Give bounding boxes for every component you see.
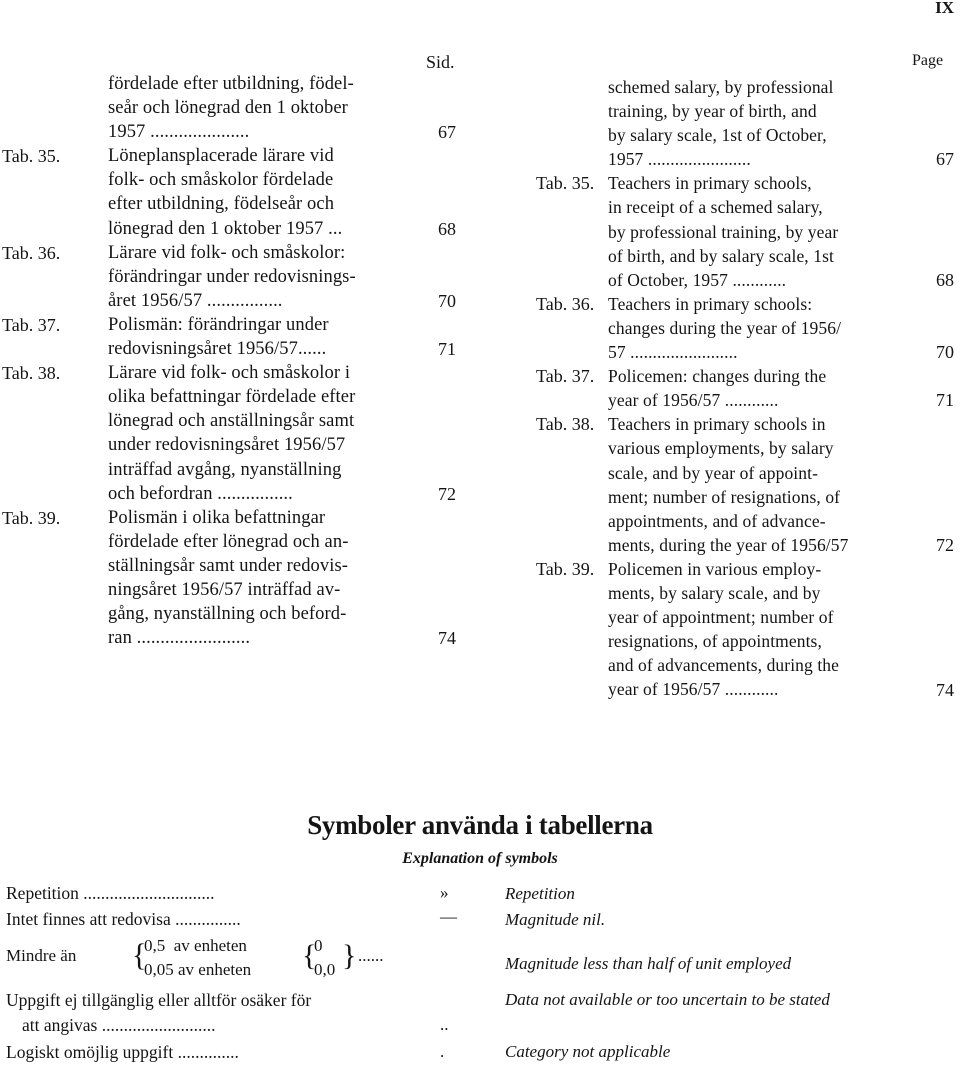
- entry-line: Lärare vid folk- och småskolor:: [108, 242, 346, 263]
- entry-line: schemed salary, by professional: [608, 77, 834, 97]
- symbol-row-not-applicable-sv: Logiskt omöjlig uppgift ..............: [6, 1042, 239, 1062]
- tab-label: Tab. 36.: [2, 242, 61, 263]
- page-ref: 68: [438, 218, 456, 239]
- table-entry: [108, 506, 473, 651]
- page-ref: 71: [936, 390, 954, 411]
- tab-label: Tab. 37.: [536, 366, 595, 387]
- entry-line: året 1956/57 ................: [108, 290, 283, 311]
- tab-label: Tab. 36.: [536, 293, 595, 314]
- symbol-mark-unavailable: ..: [440, 1015, 449, 1034]
- mindre-mark-b: 0,0: [314, 960, 336, 979]
- entry-line: ställningsår samt under redovis-: [108, 555, 349, 576]
- entry-line: year of 1956/57 ............: [608, 679, 779, 700]
- entry-line: of October, 1957 ............: [608, 269, 787, 290]
- entry-line: year of 1956/57 ............: [608, 390, 779, 411]
- column-header-sid: Sid.: [426, 52, 455, 72]
- page-ref: 74: [438, 628, 456, 649]
- entry-line: inträffad avgång, nyanställning: [108, 459, 342, 480]
- entry-line: Teachers in primary schools:: [608, 293, 813, 314]
- page-ref: 67: [936, 149, 954, 170]
- entry-line: seår och lönegrad den 1 oktober: [108, 98, 348, 119]
- mindre-mark-a: 0: [314, 936, 323, 955]
- entry-line: olika befattningar fördelade efter: [108, 387, 356, 408]
- entry-line: Polismän: förändringar under: [108, 315, 329, 335]
- entry-line: of birth, and by salary scale, 1st: [608, 245, 834, 266]
- entry-line: 1957 .......................: [608, 149, 751, 170]
- entry-line: various employments, by salary: [608, 438, 834, 459]
- symbol-row-repetition-sv: Repetition ..............................: [6, 883, 215, 903]
- symbol-row-nil-en: Magnitude nil.: [505, 910, 606, 929]
- entry-line: förändringar under redovisnings-: [108, 266, 356, 287]
- entry-line: lönegrad den 1 oktober 1957 ...: [108, 218, 343, 239]
- table-entry: [608, 292, 918, 364]
- symbols-title: Symboler använda i tabellerna: [307, 810, 653, 840]
- entry-line: Löneplansplacerade lärare vid: [108, 146, 334, 167]
- entry-line: fördelade efter utbildning, födel-: [108, 74, 354, 94]
- entry-line: fördelade efter lönegrad och an-: [108, 531, 349, 552]
- table-entry: [108, 361, 473, 506]
- symbol-row-nil-sv: Intet finnes att redovisa ...............: [6, 909, 241, 929]
- entry-line: redovisningsåret 1956/57......: [108, 339, 327, 360]
- page-number: IX: [935, 0, 954, 17]
- tab-label: Tab. 38.: [2, 363, 61, 384]
- table-entry: [608, 557, 918, 702]
- entry-line: appointments, and of advance-: [608, 510, 826, 531]
- page-ref: 72: [936, 534, 954, 555]
- symbol-row-repetition-en: Repetition: [505, 884, 575, 903]
- entry-line: Polismän i olika befattningar: [108, 507, 326, 528]
- entry-line: Policemen in various employ-: [608, 559, 822, 579]
- mindre-line-a: 0,5 av enheten: [144, 936, 247, 955]
- entry-line: by professional training, by year: [608, 221, 839, 242]
- table-entry: [608, 412, 918, 557]
- entry-line: lönegrad och anställningsår samt: [108, 411, 355, 432]
- mindre-line-b: 0,05 av enheten: [144, 960, 252, 979]
- entry-line: under redovisningsåret 1956/57: [108, 435, 346, 456]
- entry-line: och befordran ................: [108, 483, 293, 504]
- symbols-subtitle: Explanation of symbols: [402, 850, 558, 867]
- tab-label: Tab. 38.: [536, 414, 595, 435]
- page-ref: 70: [936, 342, 954, 363]
- entry-line: and of advancements, during the: [608, 655, 840, 676]
- table-entry: [608, 364, 918, 412]
- entry-line: in receipt of a schemed salary,: [608, 197, 823, 218]
- mindre-label: Mindre än: [6, 946, 77, 965]
- table-entry: [608, 75, 918, 171]
- symbol-mark-nil: —: [440, 907, 457, 926]
- entry-line: ningsåret 1956/57 inträffad av-: [108, 580, 341, 601]
- entry-line: scale, and by year of appoint-: [608, 462, 819, 483]
- page-ref: 74: [936, 679, 954, 700]
- mindre-dots: ......: [358, 946, 384, 965]
- tab-label: Tab. 35.: [2, 146, 61, 167]
- page-ref: 68: [936, 269, 954, 290]
- symbol-row-unavailable-sv: Uppgift ej tillgänglig eller alltför osäker för: [6, 990, 312, 1010]
- entry-line: year of appointment; number of: [608, 607, 834, 628]
- table-entry: [108, 144, 473, 240]
- entry-line: ran ........................: [108, 628, 251, 649]
- tab-label: Tab. 35.: [536, 173, 595, 194]
- entry-line: ment; number of resignations, of: [608, 486, 841, 507]
- table-entry: [108, 72, 473, 144]
- symbol-row-unavailable-en: Data not available or too uncertain to be stated: [505, 990, 830, 1009]
- symbol-row-less-than-half-sv: [6, 934, 446, 984]
- page-ref: 67: [438, 122, 456, 143]
- tab-label: Tab. 39.: [2, 507, 61, 528]
- entry-line: ments, by salary scale, and by: [608, 583, 821, 604]
- page-ref: 71: [438, 339, 456, 360]
- table-entry: [108, 313, 473, 361]
- entry-line: folk- och småskolor fördelade: [108, 170, 334, 191]
- tab-label: Tab. 39.: [536, 559, 595, 579]
- page-ref: 70: [438, 290, 456, 311]
- symbol-row-unavailable-sv-2: att angivas ..........................: [22, 1015, 216, 1035]
- column-header-page: Page: [912, 52, 944, 69]
- entry-line: training, by year of birth, and: [608, 101, 817, 122]
- tab-label: Tab. 37.: [2, 315, 61, 335]
- entry-line: 57 ........................: [608, 342, 738, 363]
- brace-right: }: [342, 939, 357, 972]
- entry-line: resignations, of appointments,: [608, 631, 822, 652]
- entry-line: 1957 .....................: [108, 122, 250, 143]
- symbol-row-less-than-half-en: Magnitude less than half of unit employed: [505, 954, 792, 973]
- entry-line: by salary scale, 1st of October,: [608, 125, 827, 146]
- symbol-row-not-applicable-en: Category not applicable: [505, 1042, 671, 1061]
- entry-line: Lärare vid folk- och småskolor i: [108, 363, 351, 384]
- entry-line: Teachers in primary schools,: [608, 173, 812, 194]
- table-entry: [108, 241, 473, 313]
- page-ref: 72: [438, 483, 456, 504]
- entry-line: ments, during the year of 1956/57: [608, 534, 849, 555]
- entry-line: efter utbildning, födelseår och: [108, 194, 335, 215]
- entry-line: gång, nyanställning och beford-: [108, 604, 347, 625]
- symbol-mark-not-applicable: .: [440, 1042, 445, 1061]
- brace-left: {: [132, 938, 147, 973]
- table-entry: [608, 171, 918, 291]
- brace-mid: {: [302, 939, 317, 972]
- entry-line: Teachers in primary schools in: [608, 414, 826, 435]
- entry-line: changes during the year of 1956/: [608, 317, 842, 338]
- entry-line: Policemen: changes during the: [608, 366, 827, 387]
- symbol-mark-repetition: »: [440, 883, 449, 902]
